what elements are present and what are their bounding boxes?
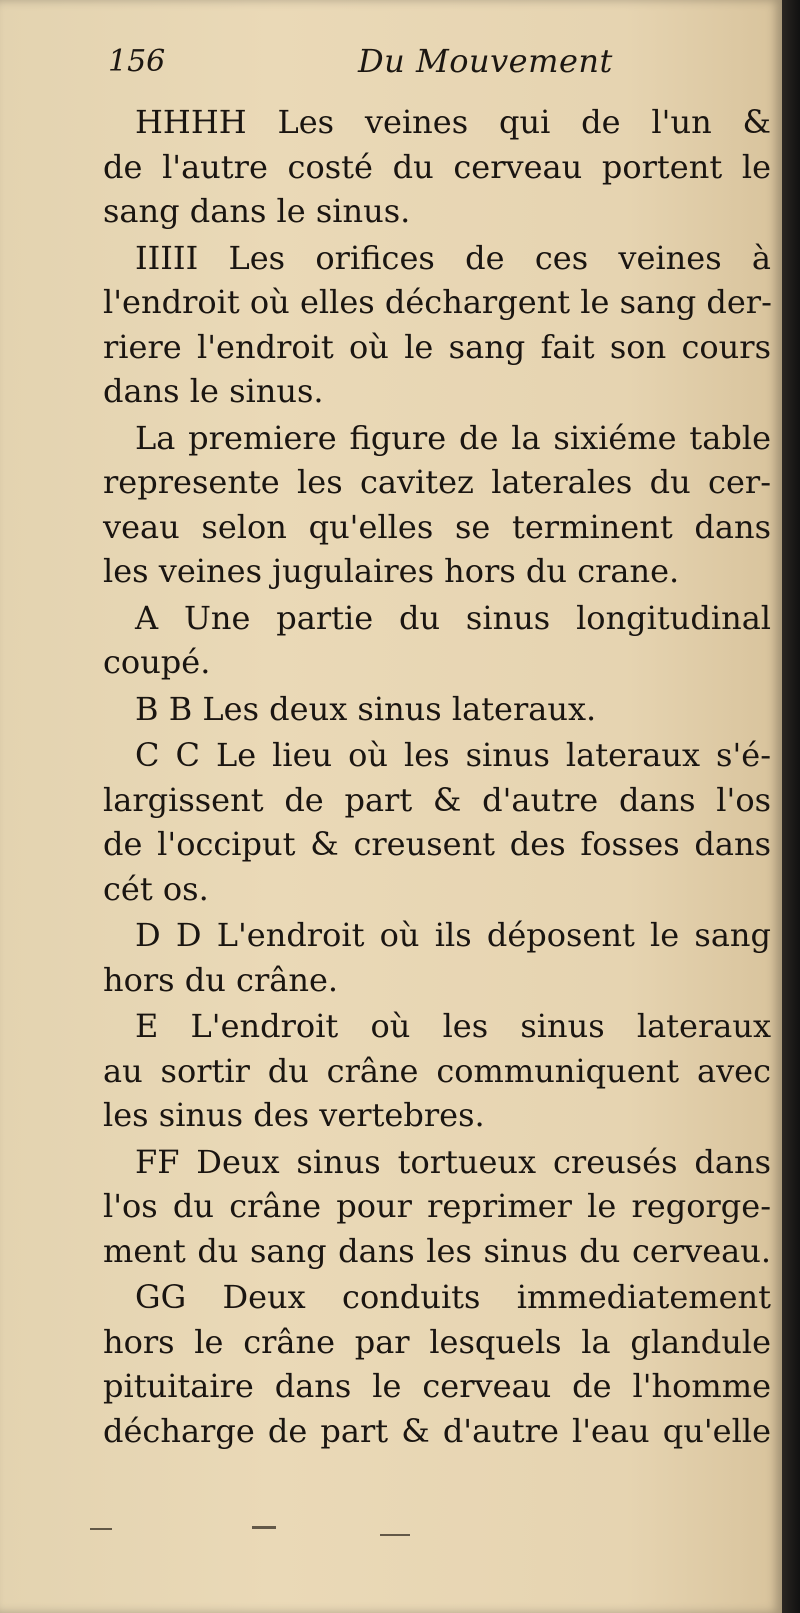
text-line: GG Deux conduits immediatement <box>135 1278 771 1316</box>
text-line: de l'autre costé du cerveau portent le <box>103 147 771 186</box>
body-text <box>103 100 771 1453</box>
text-line: sang dans le sinus. <box>103 192 411 230</box>
text-line: les sinus des vertebres. <box>103 1096 485 1134</box>
page-number: 156 <box>108 44 166 79</box>
text-line: coupé. <box>103 643 211 681</box>
text-line: cét os. <box>103 869 209 908</box>
text-line: de l'occiput & creusent des fosses dans <box>103 825 771 863</box>
text-line: pituitaire dans le cerveau de l'homme <box>103 1367 771 1405</box>
text-line: ment du sang dans les sinus du cerveau. <box>103 1231 771 1270</box>
text-line: hors du crâne. <box>103 960 339 999</box>
text-line: l'endroit où elles déchargent le sang der- <box>103 283 772 321</box>
text-line: dans le sinus. <box>103 372 324 410</box>
text-line: IIIII Les orifices de ces veines à <box>135 238 771 277</box>
page-edge-shadow <box>782 0 800 1613</box>
running-head: Du Mouvement <box>358 42 613 80</box>
page-header <box>108 44 668 94</box>
text-line: hors le crâne par lesquels la glandule <box>103 1322 771 1361</box>
text-line: veau selon qu'elles se terminent dans <box>103 507 771 546</box>
ink-specks <box>90 1522 450 1542</box>
text-line: represente les cavitez laterales du cer- <box>103 463 771 501</box>
text-line: décharge de part & d'autre l'eau qu'elle <box>103 1411 771 1450</box>
ink-speck <box>380 1534 410 1536</box>
text-line: HHHH Les veines qui de l'un & <box>135 103 771 141</box>
text-line: au sortir du crâne communiquent avec <box>103 1051 771 1090</box>
text-line: les veines jugulaires hors du crane. <box>103 552 680 590</box>
text-line: D D L'endroit où ils déposent le sang <box>135 916 771 954</box>
text-line: La premiere figure de la sixiéme table <box>135 418 771 457</box>
text-line: FF Deux sinus tortueux creusés dans <box>135 1142 771 1181</box>
text-line: E L'endroit où les sinus lateraux <box>135 1007 771 1045</box>
text-line: riere l'endroit où le sang fait son cours <box>103 327 771 366</box>
text-line: C C Le lieu où les sinus lateraux s'é- <box>135 736 771 774</box>
text-line: A Une partie du sinus longitudinal <box>135 598 771 637</box>
text-line: largissent de part & d'autre dans l'os <box>103 780 771 819</box>
text-line: l'os du crâne pour reprimer le regorge- <box>103 1187 771 1225</box>
text-line: B B Les deux sinus lateraux. <box>135 689 597 728</box>
ink-speck <box>90 1528 112 1530</box>
ink-speck <box>252 1526 276 1529</box>
